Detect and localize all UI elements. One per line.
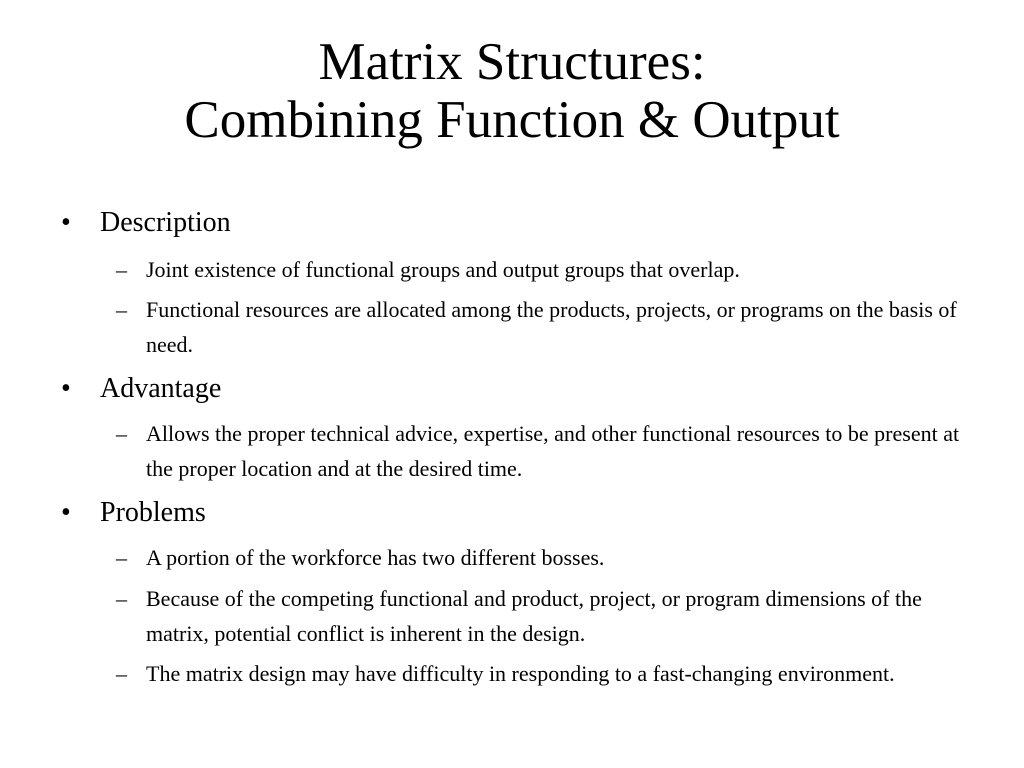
slide-title xyxy=(0,33,1024,149)
bullet-heading: Problems xyxy=(100,497,206,528)
bullet-heading: Advantage xyxy=(100,373,222,404)
sub-item-text: Joint existence of functional groups and output groups that overlap. xyxy=(146,257,740,282)
bullet-mark: • xyxy=(61,497,71,528)
dash-mark: – xyxy=(116,297,127,322)
dash-mark: – xyxy=(116,545,127,570)
bullet-mark: • xyxy=(61,373,71,404)
title-line-2: Combining Function & Output xyxy=(184,91,840,149)
bullet-mark: • xyxy=(61,207,71,238)
dash-mark: – xyxy=(116,421,127,446)
sub-item-text: Functional resources are allocated among the products, projects, or programs on the basis of need. xyxy=(146,297,957,357)
title-line-1: Matrix Structures: xyxy=(318,33,706,91)
sub-item-text: Because of the competing functional and product, project, or program dimensions of the matrix, potential conflict is inherent in the design. xyxy=(146,586,922,646)
sub-item-text: A portion of the workforce has two different bosses. xyxy=(146,545,605,570)
dash-mark: – xyxy=(116,661,127,686)
sub-item-text: The matrix design may have difficulty in responding to a fast-changing environment. xyxy=(146,661,895,686)
dash-mark: – xyxy=(116,257,127,282)
bullet-heading: Description xyxy=(100,207,231,238)
sub-item-text: Allows the proper technical advice, expertise, and other functional resources to be present at the proper location and at the desired time. xyxy=(146,421,960,481)
dash-mark: – xyxy=(116,586,127,611)
